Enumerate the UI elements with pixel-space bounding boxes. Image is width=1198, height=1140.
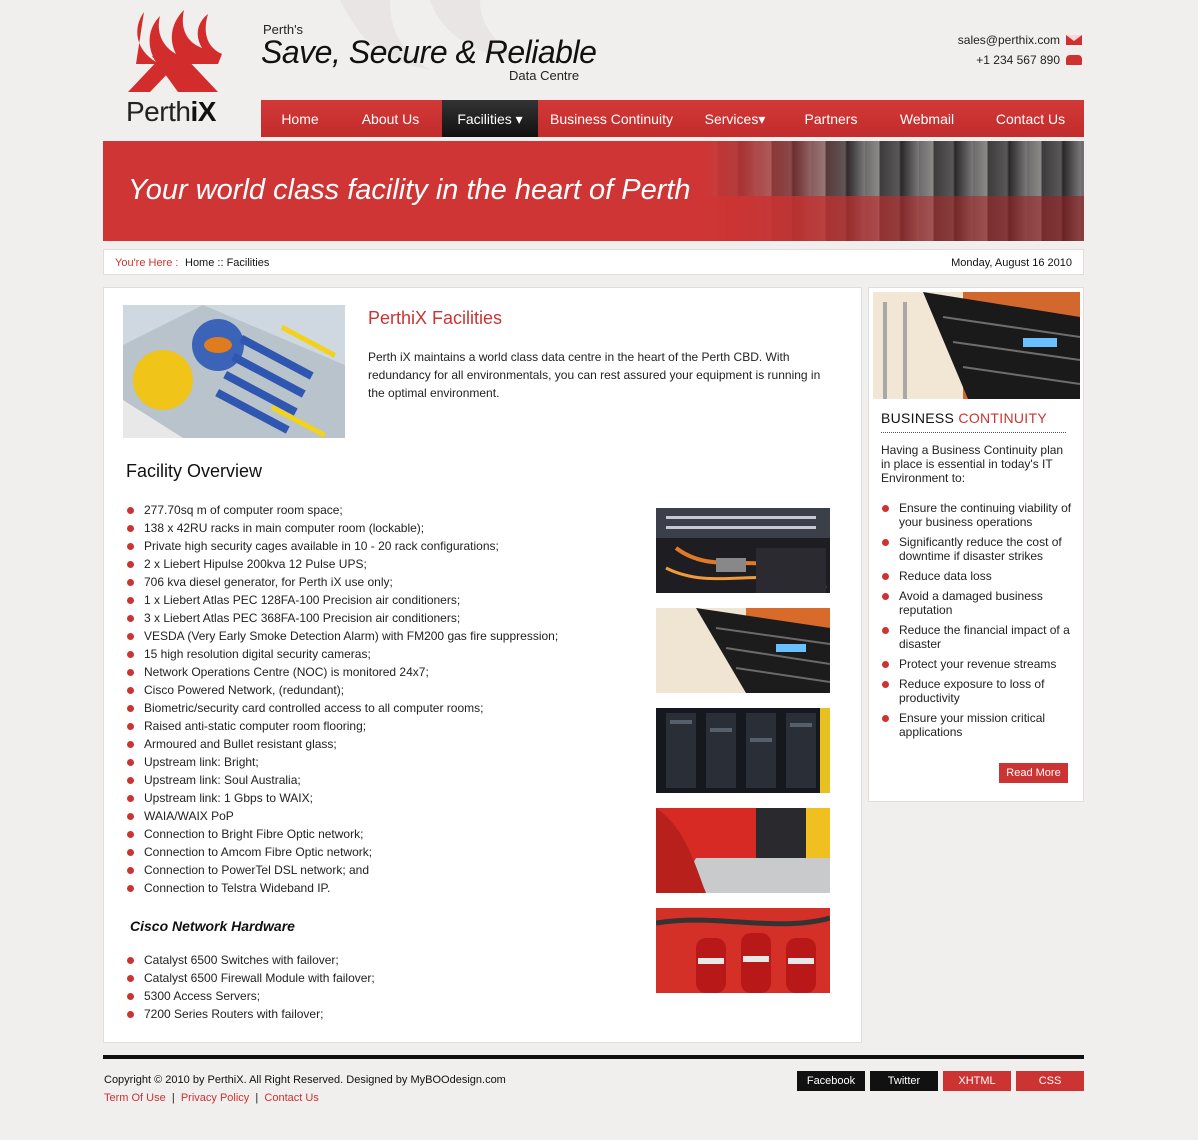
contact-email[interactable]: sales@perthix.com	[957, 33, 1060, 47]
sidebar-title: BUSINESS CONTINUITY	[881, 410, 1047, 426]
list-item: Significantly reduce the cost of downtime if disaster strikes	[881, 535, 1077, 563]
privacy-link[interactable]: Privacy Policy	[180, 1092, 250, 1104]
list-item: 2 x Liebert Hipulse 200kva 12 Pulse UPS;	[126, 555, 626, 573]
read-more-button[interactable]: Read More	[999, 763, 1068, 783]
list-item: 7200 Series Routers with failover;	[126, 1005, 626, 1023]
list-item: WAIA/WAIX PoP	[126, 807, 626, 825]
hero-banner	[103, 141, 1084, 241]
nav-facilities[interactable]: Facilities ▾	[442, 100, 538, 137]
facebook-button[interactable]: Facebook	[797, 1071, 865, 1091]
footer-links: Term Of Use | Privacy Policy | Contact Us	[104, 1092, 319, 1104]
sidebar-divider	[881, 432, 1066, 433]
continuity-benefits-list	[881, 501, 1077, 745]
list-item: Upstream link: Soul Australia;	[126, 771, 626, 789]
sidebar-intro: Having a Business Continuity plan in place is essential in today's IT Environment to:	[881, 443, 1064, 485]
server-racks-photo	[656, 708, 830, 793]
server-closeup-photo	[873, 292, 1080, 399]
nav-webmail[interactable]: Webmail	[899, 111, 955, 127]
overview-heading: Facility Overview	[126, 461, 263, 481]
list-item: Connection to PowerTel DSL network; and	[126, 861, 626, 879]
list-item: Connection to Amcom Fibre Optic network;	[126, 843, 626, 861]
xhtml-button[interactable]: XHTML	[943, 1071, 1011, 1091]
tagline-main: Save, Secure & Reliable	[261, 34, 597, 70]
list-item: Armoured and Bullet resistant glass;	[126, 735, 626, 753]
list-item: Connection to Telstra Wideband IP.	[126, 879, 626, 897]
list-item: Reduce exposure to loss of productivity	[881, 677, 1077, 705]
list-item: Protect your revenue streams	[881, 657, 1077, 671]
list-item: Private high security cages available in 10 - 20 rack configurations;	[126, 537, 626, 555]
list-item: Reduce data loss	[881, 569, 1077, 583]
breadcrumb-label: You're Here :	[115, 257, 179, 269]
list-item: 3 x Liebert Atlas PEC 368FA-100 Precision air conditioners;	[126, 609, 626, 627]
cisco-hardware-list	[126, 951, 626, 1023]
terms-link[interactable]: Term Of Use	[104, 1092, 166, 1104]
list-item: Upstream link: 1 Gbps to WAIX;	[126, 789, 626, 807]
main-content	[103, 287, 862, 1043]
tagline-subtitle: Data Centre	[509, 68, 580, 83]
breadcrumb	[103, 249, 1084, 275]
list-item: Cisco Powered Network, (redundant);	[126, 681, 626, 699]
copyright-text: Copyright © 2010 by PerthiX. All Right Reserved. Designed by MyBOOdesign.com	[104, 1074, 506, 1086]
sidebar-business-continuity	[868, 287, 1084, 802]
logo-mark-icon	[122, 4, 232, 96]
fire-suppression-photo	[656, 908, 830, 993]
page-title: PerthiX Facilities	[368, 308, 503, 328]
nav-home[interactable]: Home	[281, 111, 319, 127]
list-item: VESDA (Very Early Smoke Detection Alarm) with FM200 gas fire suppression;	[126, 627, 626, 645]
list-item: Catalyst 6500 Firewall Module with failover;	[126, 969, 626, 987]
contact-phone: +1 234 567 890	[976, 53, 1060, 67]
nav-business-continuity[interactable]: Business Continuity	[550, 111, 673, 127]
logo-wordmark: PerthiX	[126, 96, 216, 127]
banner-headline: Your world class facility in the heart of Perth	[128, 174, 691, 206]
breadcrumb-path[interactable]: Home :: Facilities	[185, 257, 270, 269]
list-item: 277.70sq m of computer room space;	[126, 501, 626, 519]
css-button[interactable]: CSS	[1016, 1071, 1084, 1091]
list-item: Biometric/security card controlled access to all computer rooms;	[126, 699, 626, 717]
list-item: 5300 Access Servers;	[126, 987, 626, 1005]
list-item: Ensure your mission critical applications	[881, 711, 1077, 739]
list-item: 706 kva diesel generator, for Perth iX use only;	[126, 573, 626, 591]
list-item: Reduce the financial impact of a disaster	[881, 623, 1077, 651]
main-nav	[261, 100, 1084, 137]
facility-overview-list	[126, 501, 626, 897]
phone-icon	[1066, 55, 1082, 65]
list-item: Avoid a damaged business reputation	[881, 589, 1077, 617]
twitter-button[interactable]: Twitter	[870, 1071, 938, 1091]
footer-contact-link[interactable]: Contact Us	[264, 1092, 319, 1104]
current-date: Monday, August 16 2010	[951, 257, 1072, 269]
tagline-prefix: Perth's	[263, 22, 304, 37]
list-item: Upstream link: Bright;	[126, 753, 626, 771]
nav-partners[interactable]: Partners	[804, 111, 858, 127]
server-unit-photo	[656, 608, 830, 693]
list-item: 138 x 42RU racks in main computer room (lockable);	[126, 519, 626, 537]
footer-divider	[103, 1055, 1084, 1059]
list-item: 15 high resolution digital security cameras;	[126, 645, 626, 663]
intro-paragraph: Perth iX maintains a world class data centre in the heart of the Perth CBD. With redundancy for all environmentals, you can rest assured your equipment is running in the optimal environment.	[368, 350, 821, 400]
computer-room-photo	[656, 808, 830, 893]
nav-about-us[interactable]: About Us	[361, 111, 420, 127]
nav-services[interactable]: Services▾	[704, 111, 766, 127]
list-item: Raised anti-static computer room flooring;	[126, 717, 626, 735]
mail-icon	[1066, 35, 1082, 45]
server-racks-image	[703, 141, 1084, 241]
facility-floorplan-image	[123, 305, 345, 438]
list-item: Network Operations Centre (NOC) is monitored 24x7;	[126, 663, 626, 681]
list-item: Catalyst 6500 Switches with failover;	[126, 951, 626, 969]
list-item: Connection to Bright Fibre Optic network;	[126, 825, 626, 843]
list-item: Ensure the continuing viability of your business operations	[881, 501, 1077, 529]
nav-contact-us[interactable]: Contact Us	[995, 111, 1066, 127]
fibre-cables-photo	[656, 508, 830, 593]
list-item: 1 x Liebert Atlas PEC 128FA-100 Precision air conditioners;	[126, 591, 626, 609]
cisco-heading: Cisco Network Hardware	[130, 918, 295, 934]
